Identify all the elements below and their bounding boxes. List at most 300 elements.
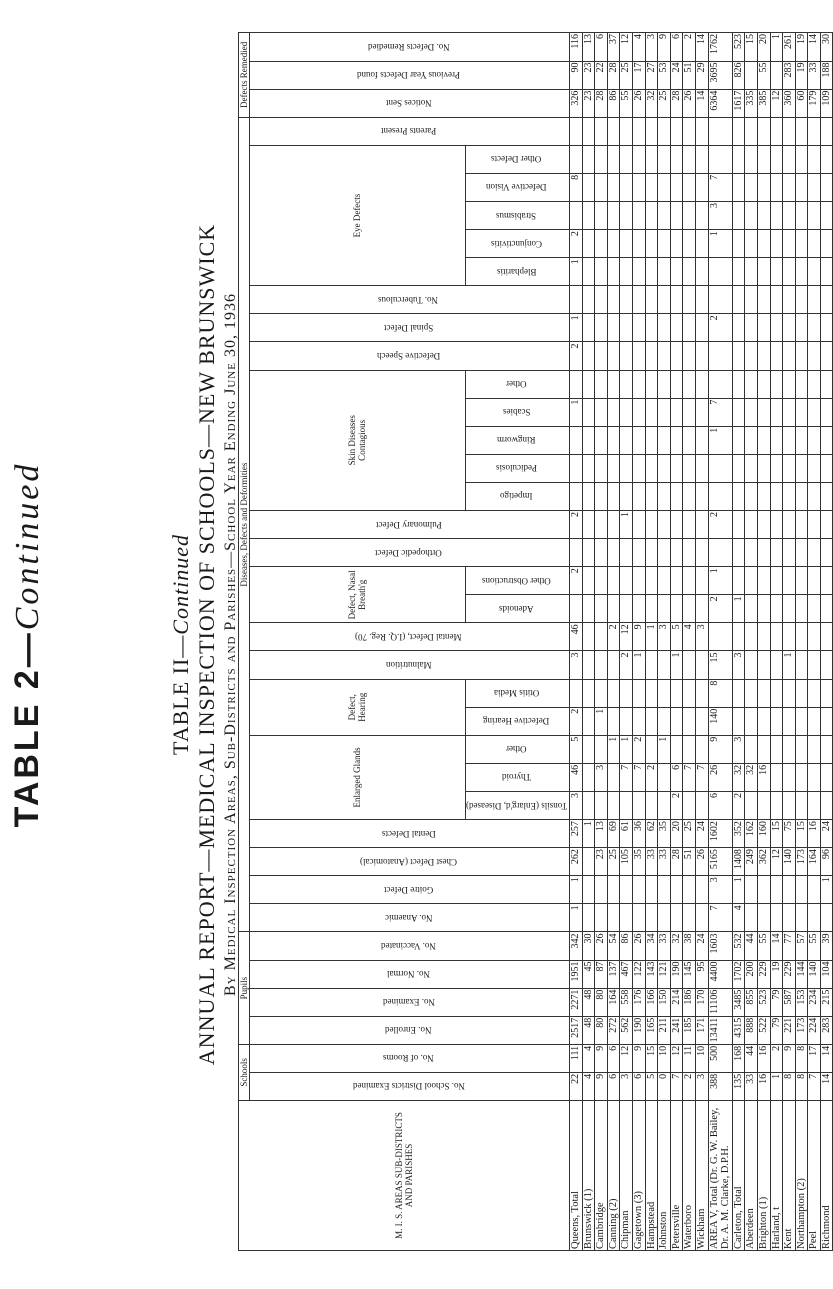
table-cell: [658, 258, 671, 286]
eye-defects-header: Eye Defects: [250, 145, 466, 285]
table-cell: 1: [570, 876, 583, 904]
table-cell: [607, 876, 620, 904]
table-cell: 2: [683, 33, 696, 62]
table-cell: [607, 314, 620, 342]
table-cell: 1: [620, 735, 633, 763]
table-cell: [783, 370, 796, 398]
table-cell: [757, 342, 770, 370]
table-cell: [582, 623, 595, 651]
table-cell: [645, 117, 658, 145]
table-cell: [770, 482, 783, 510]
table-cell: 5165: [708, 848, 732, 876]
table-cell: 221: [783, 1016, 796, 1044]
table-cell: [695, 539, 708, 567]
table-cell: [632, 145, 645, 173]
table-cell: [808, 539, 821, 567]
table-cell: [745, 876, 758, 904]
table-cell: 86: [620, 932, 633, 960]
table-cell: [820, 595, 833, 623]
table-cell: 9: [708, 735, 732, 763]
table-cell: [808, 623, 821, 651]
table-cell: 4: [732, 904, 745, 932]
table-cell: [595, 117, 608, 145]
table-cell: 1: [708, 230, 732, 258]
table-cell: [783, 314, 796, 342]
table-cell: [757, 904, 770, 932]
table-cell: [670, 314, 683, 342]
table-cell: 14: [770, 932, 783, 960]
table-cell: [820, 454, 833, 482]
table-cell: [595, 482, 608, 510]
table-cell: 24: [820, 820, 833, 848]
table-cell: [620, 258, 633, 286]
table-cell: [757, 679, 770, 707]
table-cell: 111: [570, 1044, 583, 1072]
table-cell: [732, 202, 745, 230]
table-cell: [783, 567, 796, 595]
table-cell: 272: [607, 1016, 620, 1044]
table-cell: 2: [570, 511, 583, 539]
table-cell: [757, 482, 770, 510]
row-area-name: Waterboro: [683, 1101, 696, 1251]
table-cell: 2: [645, 763, 658, 791]
table-cell: [620, 567, 633, 595]
table-cell: 69: [607, 820, 620, 848]
table-cell: [708, 145, 732, 173]
table-cell: [745, 735, 758, 763]
table-cell: [757, 230, 770, 258]
table-cell: 51: [683, 848, 696, 876]
table-cell: 51: [683, 61, 696, 89]
table-cell: 30: [582, 932, 595, 960]
table-cell: [745, 623, 758, 651]
table-cell: [820, 904, 833, 932]
table-cell: 13: [595, 820, 608, 848]
table-cell: [683, 314, 696, 342]
table-cell: 90: [570, 61, 583, 89]
table-cell: [582, 539, 595, 567]
table-cell: [658, 370, 671, 398]
table-cell: [745, 539, 758, 567]
table-cell: 249: [745, 848, 758, 876]
table-cell: 164: [607, 988, 620, 1016]
table-row: [708, 33, 732, 1251]
table-cell: [770, 623, 783, 651]
table-cell: [683, 370, 696, 398]
table-cell: [732, 454, 745, 482]
table-cell: 2: [607, 623, 620, 651]
table-cell: [645, 876, 658, 904]
table-cell: [745, 342, 758, 370]
table-cell: [795, 904, 808, 932]
table-cell: [595, 595, 608, 623]
table-cell: [695, 482, 708, 510]
table-cell: 20: [757, 33, 770, 62]
table-cell: 32: [645, 89, 658, 117]
table-cell: [683, 454, 696, 482]
table-cell: [745, 707, 758, 735]
table-row: [783, 33, 796, 1251]
table-cell: 140: [783, 848, 796, 876]
table-cell: [808, 342, 821, 370]
table-cell: [683, 230, 696, 258]
table-cell: [595, 876, 608, 904]
table-cell: [820, 482, 833, 510]
table-cell: [570, 595, 583, 623]
table-cell: [770, 539, 783, 567]
table-cell: 1: [783, 651, 796, 679]
table-cell: 46: [570, 623, 583, 651]
table-cell: [770, 314, 783, 342]
table-cell: [570, 286, 583, 314]
table-cell: 80: [595, 988, 608, 1016]
table-cell: 9: [632, 623, 645, 651]
table-cell: [620, 454, 633, 482]
table-cell: 170: [695, 988, 708, 1016]
table-cell: 16: [757, 1072, 770, 1100]
table-cell: [570, 145, 583, 173]
table-cell: [732, 145, 745, 173]
table-cell: 17: [808, 1044, 821, 1072]
table-cell: [745, 61, 758, 89]
table-cell: 13: [582, 33, 595, 62]
table-cell: 229: [783, 960, 796, 988]
table-row: [670, 33, 683, 1251]
table-cell: [683, 342, 696, 370]
table-cell: [582, 763, 595, 791]
table-cell: [795, 202, 808, 230]
table-cell: 262: [570, 848, 583, 876]
table-cell: 23: [582, 61, 595, 89]
table-cell: [645, 482, 658, 510]
table-row: [620, 33, 633, 1251]
table-cell: 77: [783, 932, 796, 960]
table-cell: [808, 904, 821, 932]
table-cell: 3: [570, 791, 583, 819]
table-cell: [695, 595, 708, 623]
row-area-name: Richmond: [820, 1101, 833, 1251]
table-cell: 7: [683, 763, 696, 791]
table-cell: [808, 511, 821, 539]
table-cell: [658, 876, 671, 904]
table-cell: 1: [708, 567, 732, 595]
table-cell: [757, 511, 770, 539]
row-area-name: Aberdeen: [745, 1101, 758, 1251]
table-cell: 3: [620, 1072, 633, 1100]
table-cell: 33: [658, 932, 671, 960]
table-cell: 11106: [708, 988, 732, 1016]
table-cell: [757, 286, 770, 314]
table-cell: [658, 707, 671, 735]
table-cell: [670, 426, 683, 454]
table-cell: 55: [620, 89, 633, 117]
table-cell: [683, 904, 696, 932]
table-cell: [708, 286, 732, 314]
table-cell: [795, 482, 808, 510]
table-cell: 96: [820, 848, 833, 876]
table-cell: 26: [632, 932, 645, 960]
row-area-name: AREA V, Total (Dr. G. W. Bailey, Dr. A. M. Clarke, D.P.H.: [708, 1101, 732, 1251]
table-cell: 1: [658, 735, 671, 763]
table-cell: 25: [620, 61, 633, 89]
table-cell: 79: [770, 988, 783, 1016]
table-cell: [757, 426, 770, 454]
table-cell: [708, 342, 732, 370]
table-cell: 562: [620, 1016, 633, 1044]
table-cell: [645, 904, 658, 932]
table-cell: [795, 511, 808, 539]
table-cell: 1: [607, 735, 620, 763]
table-cell: [670, 145, 683, 173]
table-cell: [670, 258, 683, 286]
table-cell: [757, 707, 770, 735]
table-cell: 7: [808, 1072, 821, 1100]
table-cell: [582, 370, 595, 398]
table-cell: [658, 511, 671, 539]
table-cell: [695, 173, 708, 201]
table-cell: [607, 454, 620, 482]
table-cell: [632, 679, 645, 707]
table-cell: [632, 370, 645, 398]
table-cell: 587: [783, 988, 796, 1016]
table-cell: [745, 117, 758, 145]
table-cell: 33: [645, 848, 658, 876]
table-cell: [658, 145, 671, 173]
table-cell: 143: [645, 960, 658, 988]
table-cell: [670, 539, 683, 567]
table-row: [757, 33, 770, 1251]
table-cell: 29: [695, 61, 708, 89]
table-cell: [695, 258, 708, 286]
table-cell: 55: [757, 61, 770, 89]
table-cell: [770, 735, 783, 763]
table-cell: 16: [808, 820, 821, 848]
table-cell: [582, 258, 595, 286]
table-cell: [757, 117, 770, 145]
table-cell: [732, 286, 745, 314]
table-cell: 3: [595, 763, 608, 791]
table-cell: 4315: [732, 1016, 745, 1044]
table-cell: 523: [732, 33, 745, 62]
table-cell: [695, 876, 708, 904]
table-cell: [570, 454, 583, 482]
table-cell: [783, 117, 796, 145]
table-cell: [745, 791, 758, 819]
table-cell: 3: [570, 651, 583, 679]
table-cell: [582, 426, 595, 454]
table-cell: [595, 791, 608, 819]
table-cell: [582, 679, 595, 707]
table-cell: 8: [570, 173, 583, 201]
table-cell: [595, 314, 608, 342]
table-cell: 2: [770, 1044, 783, 1072]
table-cell: [658, 173, 671, 201]
table-cell: [732, 314, 745, 342]
table-cell: 1408: [732, 848, 745, 876]
table-cell: 5: [645, 1072, 658, 1100]
table-cell: [732, 539, 745, 567]
table-cell: [783, 286, 796, 314]
table-cell: 8: [795, 1072, 808, 1100]
table-cell: [582, 876, 595, 904]
table-row: [795, 33, 808, 1251]
table-cell: 1: [570, 314, 583, 342]
table-cell: [683, 707, 696, 735]
table-cell: [607, 145, 620, 173]
table-cell: 75: [783, 820, 796, 848]
table-cell: [783, 876, 796, 904]
table-cell: [783, 735, 796, 763]
table-row: [808, 33, 821, 1251]
table-cell: 12: [620, 623, 633, 651]
table-cell: [695, 567, 708, 595]
table-cell: [670, 202, 683, 230]
table-cell: 26: [595, 932, 608, 960]
table-cell: [820, 763, 833, 791]
table-cell: 522: [757, 1016, 770, 1044]
table-cell: [607, 117, 620, 145]
table-cell: 33: [745, 1072, 758, 1100]
table-cell: 109: [820, 89, 833, 117]
table-cell: [570, 679, 583, 707]
table-cell: [607, 398, 620, 426]
table-cell: 8: [795, 1044, 808, 1072]
table-cell: [795, 117, 808, 145]
table-cell: [632, 791, 645, 819]
table-cell: [783, 763, 796, 791]
table-cell: 7: [695, 763, 708, 791]
table-cell: [620, 286, 633, 314]
table-cell: 1702: [732, 960, 745, 988]
table-cell: [683, 735, 696, 763]
table-cell: 5: [670, 623, 683, 651]
table-cell: [582, 595, 595, 623]
table-cell: [708, 482, 732, 510]
table-cell: [795, 398, 808, 426]
table-cell: 23: [595, 848, 608, 876]
table-cell: 2: [620, 651, 633, 679]
table-cell: 342: [570, 932, 583, 960]
table-cell: [645, 651, 658, 679]
enlarged-glands-header: Enlarged Glands: [250, 735, 466, 819]
table-cell: 19: [770, 960, 783, 988]
table-cell: 15: [745, 33, 758, 62]
table-cell: [783, 595, 796, 623]
table-cell: 19: [795, 33, 808, 62]
table-cell: 1: [620, 511, 633, 539]
table-cell: [570, 426, 583, 454]
table-cell: [683, 511, 696, 539]
table-cell: [770, 61, 783, 89]
table-cell: [670, 286, 683, 314]
table-cell: [607, 539, 620, 567]
table-cell: [570, 539, 583, 567]
table-cell: [732, 370, 745, 398]
table-cell: [783, 230, 796, 258]
row-area-name: Brunswick (1): [582, 1101, 595, 1251]
table-cell: [645, 595, 658, 623]
table-cell: 352: [732, 820, 745, 848]
row-area-name: Johnston: [658, 1101, 671, 1251]
table-cell: [795, 707, 808, 735]
table-cell: 54: [607, 932, 620, 960]
table-cell: [632, 202, 645, 230]
table-cell: 6: [632, 1072, 645, 1100]
table-cell: [670, 904, 683, 932]
table-cell: [658, 567, 671, 595]
table-cell: 53: [658, 61, 671, 89]
table-cell: 4400: [708, 960, 732, 988]
table-cell: [632, 426, 645, 454]
table-cell: [795, 426, 808, 454]
table-cell: [745, 286, 758, 314]
table-cell: [795, 145, 808, 173]
table-cell: [595, 904, 608, 932]
table-cell: [683, 567, 696, 595]
table-cell: [658, 426, 671, 454]
table-cell: [808, 595, 821, 623]
table-cell: [795, 173, 808, 201]
table-cell: [582, 848, 595, 876]
table-cell: 17: [632, 61, 645, 89]
table-cell: [607, 707, 620, 735]
table-cell: [808, 791, 821, 819]
table-cell: [595, 370, 608, 398]
table-cell: [745, 595, 758, 623]
table-cell: [770, 791, 783, 819]
table-cell: [658, 904, 671, 932]
table-cell: [695, 342, 708, 370]
row-area-name: Wickham: [695, 1101, 708, 1251]
skin-diseases-header: Skin Diseases Contagious: [250, 370, 466, 510]
table-cell: [757, 370, 770, 398]
table-cell: 1: [770, 1072, 783, 1100]
table-cell: [757, 623, 770, 651]
statistics-table: [238, 32, 833, 1251]
table-cell: [683, 398, 696, 426]
row-area-name: Queens, Total: [570, 1101, 583, 1251]
table-row: [658, 33, 671, 1251]
table-cell: 888: [745, 1016, 758, 1044]
table-cell: 4: [632, 33, 645, 62]
header-column-row: Tonsils (Enlarg'd, Diseased) Thyroid Other Defective Hearing Otitis Media Adenoids Other Obstructions Impetigo Pediculosis Ringworm Scabies Other Blepharitis Conjunctivitis Strabismus Defective Vision Other Defects: [465, 33, 569, 1251]
table-cell: [645, 735, 658, 763]
table-cell: 7: [708, 398, 732, 426]
table-cell: [783, 511, 796, 539]
table-cell: [820, 370, 833, 398]
table-cell: [770, 398, 783, 426]
table-cell: [770, 258, 783, 286]
table-cell: [695, 707, 708, 735]
table-cell: 24: [670, 61, 683, 89]
table-row: [820, 33, 833, 1251]
table-cell: [795, 763, 808, 791]
table-cell: [708, 623, 732, 651]
table-cell: [808, 202, 821, 230]
table-cell: [683, 876, 696, 904]
table-cell: 79: [770, 1016, 783, 1044]
table-cell: [820, 539, 833, 567]
table-cell: [595, 735, 608, 763]
table-cell: 362: [757, 848, 770, 876]
table-cell: [783, 202, 796, 230]
defect-nasal-header: Defect, Nasal Breath'g: [250, 567, 466, 623]
table-cell: [582, 286, 595, 314]
table-cell: 3485: [732, 988, 745, 1016]
table-cell: [757, 539, 770, 567]
table-cell: 1: [632, 651, 645, 679]
table-cell: [683, 258, 696, 286]
